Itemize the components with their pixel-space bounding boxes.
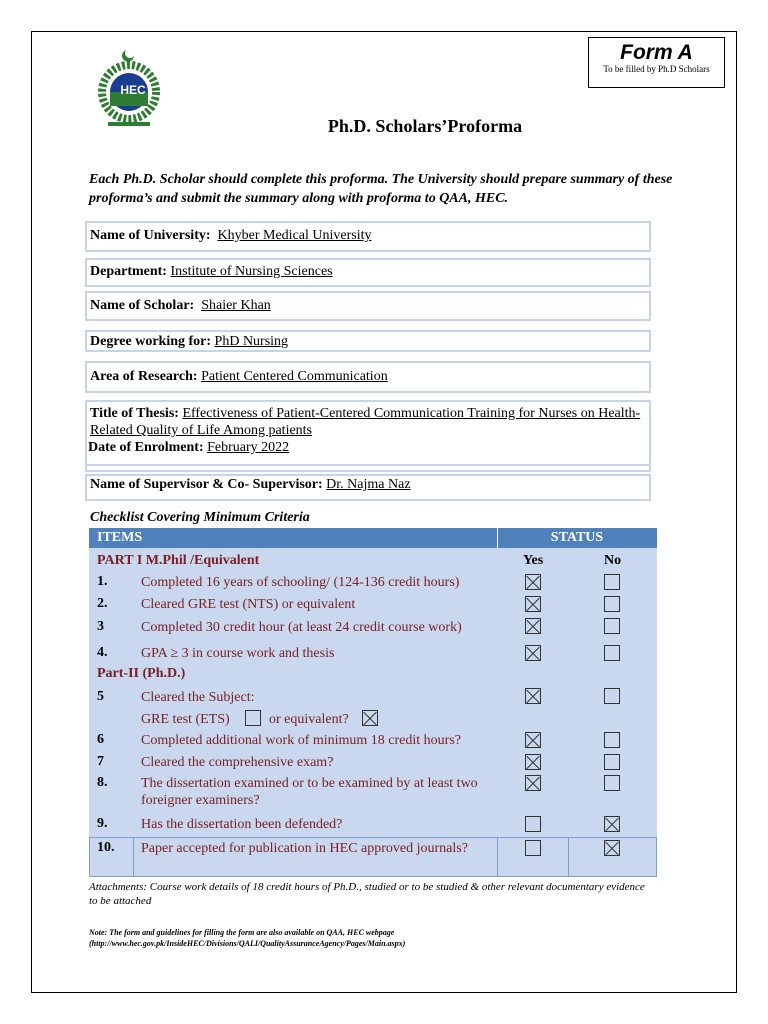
gre-equiv-checkbox[interactable]: [362, 710, 378, 726]
supervisor-value[interactable]: Dr. Najma Naz: [326, 477, 411, 492]
field-scholar: Name of Scholar: Shaier Khan: [85, 291, 651, 321]
page-title: Ph.D. Scholars’Proforma: [327, 116, 523, 136]
row-text: Paper accepted for publication in HEC approved journals?: [141, 841, 468, 856]
row-text: Cleared the Subject:: [141, 690, 255, 705]
yes-checkbox[interactable]: [525, 645, 541, 661]
field-department: Department: Institute of Nursing Sciences: [85, 258, 651, 287]
row-text: Completed additional work of minimum 18 credit hours?: [141, 733, 461, 748]
yes-header: Yes: [523, 553, 544, 568]
no-header: No: [604, 553, 622, 568]
yes-checkbox[interactable]: [525, 596, 541, 612]
gre-equiv-label: or equivalent?: [269, 712, 349, 727]
row-text: Completed 16 years of schooling/ (124-136 credit hours): [141, 575, 460, 590]
intro-text: Each Ph.D. Scholar should complete this proforma. The University should prepare summary of these proforma’s and submit the summary along with proforma to QAA, HEC.: [89, 172, 673, 206]
checklist-header: ITEMS STATUS: [89, 528, 657, 548]
field-degree: Degree working for: PhD Nursing: [85, 330, 651, 352]
attachments-note: Attachments: Course work details of 18 credit hours of Ph.D., studied or to be studied & other relevant documentary evidence to be attached: [89, 881, 645, 907]
yes-checkbox[interactable]: [525, 688, 541, 704]
footer-note: Note: The form and guidelines for filling the form are also available on QAA, HEC webpage (http://www.hec.gov.pk/InsideHEC/Divisions/QALI/QualityAssuranceAgency/Pages/Main.aspx): [89, 928, 406, 948]
scholar-value[interactable]: Shaier Khan: [201, 298, 271, 313]
department-value[interactable]: Institute of Nursing Sciences: [170, 264, 333, 279]
part1-heading: PART I M.Phil /Equivalent: [97, 553, 260, 568]
row-text: The dissertation examined or to be examined by at least two foreigner examiners?: [141, 776, 478, 808]
row-text: Cleared the comprehensive exam?: [141, 755, 334, 770]
no-checkbox[interactable]: [604, 732, 620, 748]
row-number: 3: [97, 619, 104, 634]
row-number: 7: [97, 754, 104, 769]
row-text: Has the dissertation been defended?: [141, 817, 343, 832]
no-checkbox[interactable]: [604, 816, 620, 832]
field-enrolment: Date of Enrolment: February 2022: [88, 440, 290, 455]
row-number: 2.: [97, 596, 108, 611]
form-a-box: [588, 37, 725, 88]
row-number: 4.: [97, 645, 108, 660]
research-value[interactable]: Patient Centered Communication: [201, 369, 388, 384]
no-checkbox[interactable]: [604, 618, 620, 634]
row-number: 5: [97, 689, 104, 704]
row-number: 10.: [97, 840, 115, 855]
gre-ets-checkbox[interactable]: [245, 710, 261, 726]
yes-checkbox[interactable]: [525, 618, 541, 634]
yes-checkbox[interactable]: [525, 816, 541, 832]
thesis-value[interactable]: Effectiveness of Patient-Centered Communication Training for Nurses on Health-Related Quality of Life Among patients: [90, 406, 641, 438]
no-checkbox[interactable]: [604, 775, 620, 791]
no-checkbox[interactable]: [604, 688, 620, 704]
university-value[interactable]: Khyber Medical University: [217, 228, 372, 243]
form-title: Form A: [620, 41, 693, 64]
form-subtitle: To be filled by Ph.D Scholars: [603, 64, 710, 74]
row-number: 8.: [97, 775, 108, 790]
no-checkbox[interactable]: [604, 754, 620, 770]
yes-checkbox[interactable]: [525, 754, 541, 770]
no-checkbox[interactable]: [604, 645, 620, 661]
row-text: GPA ≥ 3 in course work and thesis: [141, 646, 335, 661]
yes-checkbox[interactable]: [525, 574, 541, 590]
row-text: Cleared GRE test (NTS) or equivalent: [141, 597, 356, 612]
yes-checkbox[interactable]: [525, 732, 541, 748]
row-number: 6: [97, 732, 104, 747]
field-supervisor: Name of Supervisor & Co- Supervisor: Dr. Najma Naz: [85, 474, 651, 501]
field-thesis: Title of Thesis: Effectiveness of Patient-Centered Communication Training for Nurses on Health-Related Quality of Life Among patients: [85, 400, 651, 466]
gre-ets-label: GRE test (ETS): [141, 712, 230, 727]
part2-heading: Part-II (Ph.D.): [97, 666, 186, 681]
svg-text:HEC: HEC: [120, 83, 146, 97]
enrolment-value[interactable]: February 2022: [207, 440, 290, 455]
row-text: Completed 30 credit hour (at least 24 credit course work): [141, 620, 462, 635]
yes-checkbox[interactable]: [525, 775, 541, 791]
row10-frame: [89, 837, 657, 877]
row-number: 9.: [97, 816, 108, 831]
no-checkbox[interactable]: [604, 596, 620, 612]
degree-value[interactable]: PhD Nursing: [214, 334, 289, 349]
checklist-title: Checklist Covering Minimum Criteria: [90, 510, 310, 525]
field-divider: [85, 466, 651, 472]
field-university: Name of University: Khyber Medical University: [85, 221, 651, 252]
row-number: 1.: [97, 574, 108, 589]
no-checkbox[interactable]: [604, 574, 620, 590]
field-research: Area of Research: Patient Centered Communication: [85, 361, 651, 393]
